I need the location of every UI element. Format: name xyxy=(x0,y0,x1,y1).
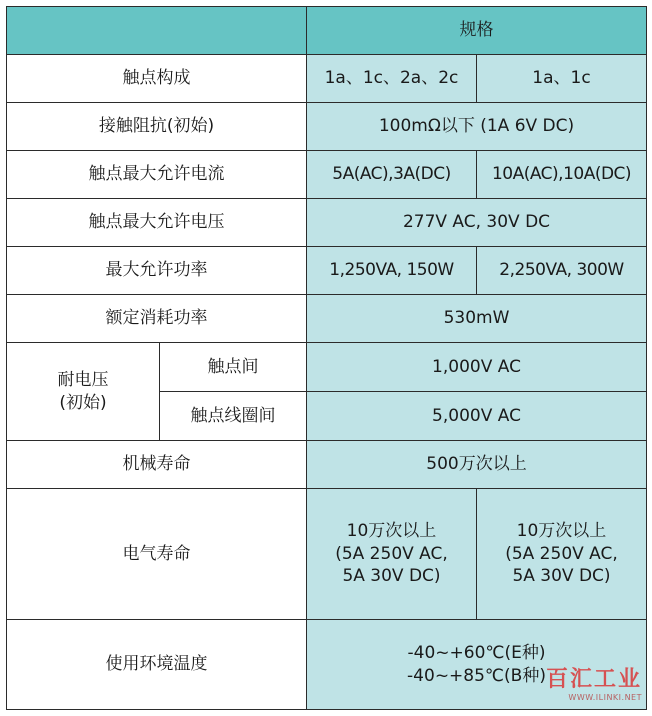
row-value: 100mΩ以下 (1A 6V DC) xyxy=(307,103,647,151)
row-value: 1,250VA, 150W xyxy=(307,247,477,295)
watermark-url: WWW.ILINKI.NET xyxy=(568,693,642,702)
header-row xyxy=(7,7,647,55)
row-label: 电气寿命 xyxy=(7,489,307,620)
row-label: 触点构成 xyxy=(7,55,307,103)
header-empty-cell xyxy=(7,7,307,55)
row-value: 530mW xyxy=(307,295,647,343)
row-label: 最大允许功率 xyxy=(7,247,307,295)
row-value: 10万次以上 (5A 250V AC, 5A 30V DC) xyxy=(477,489,647,620)
watermark-text: 百汇工业 xyxy=(545,667,642,692)
row-value: 277V AC, 30V DC xyxy=(307,199,647,247)
sub-row-label: 触点线圈间 xyxy=(160,392,307,441)
row-value: 10万次以上 (5A 250V AC, 5A 30V DC) xyxy=(307,489,477,620)
row-value: 2,250VA, 300W xyxy=(477,247,647,295)
row-label: 触点最大允许电压 xyxy=(7,199,307,247)
table-row xyxy=(7,103,647,151)
row-value: 500万次以上 xyxy=(307,441,647,489)
table-row xyxy=(7,247,647,295)
row-value: -40~+60℃(E种) -40~+85℃(B种) xyxy=(307,620,647,710)
table-row xyxy=(7,441,647,489)
spec-table xyxy=(6,6,647,710)
header-spec-cell: 规格 xyxy=(307,7,647,55)
watermark-logo xyxy=(546,662,642,702)
row-label: 使用环境温度 xyxy=(7,620,307,710)
row-label: 额定消耗功率 xyxy=(7,295,307,343)
row-value: 5A(AC),3A(DC) xyxy=(307,151,477,199)
row-label: 机械寿命 xyxy=(7,441,307,489)
row-value: 1a、1c xyxy=(477,55,647,103)
table-row xyxy=(7,199,647,247)
row-value: 5,000V AC xyxy=(307,392,647,441)
row-value: 1,000V AC xyxy=(307,343,647,392)
row-label: 耐电压 (初始) xyxy=(7,343,160,441)
sub-row-label: 触点间 xyxy=(160,343,307,392)
row-value: 10A(AC),10A(DC) xyxy=(477,151,647,199)
table-row xyxy=(7,343,647,392)
table-row xyxy=(7,151,647,199)
row-value: 1a、1c、2a、2c xyxy=(307,55,477,103)
table-row xyxy=(7,489,647,620)
row-label: 接触阻抗(初始) xyxy=(7,103,307,151)
row-label: 触点最大允许电流 xyxy=(7,151,307,199)
table-row xyxy=(7,295,647,343)
table-row xyxy=(7,55,647,103)
